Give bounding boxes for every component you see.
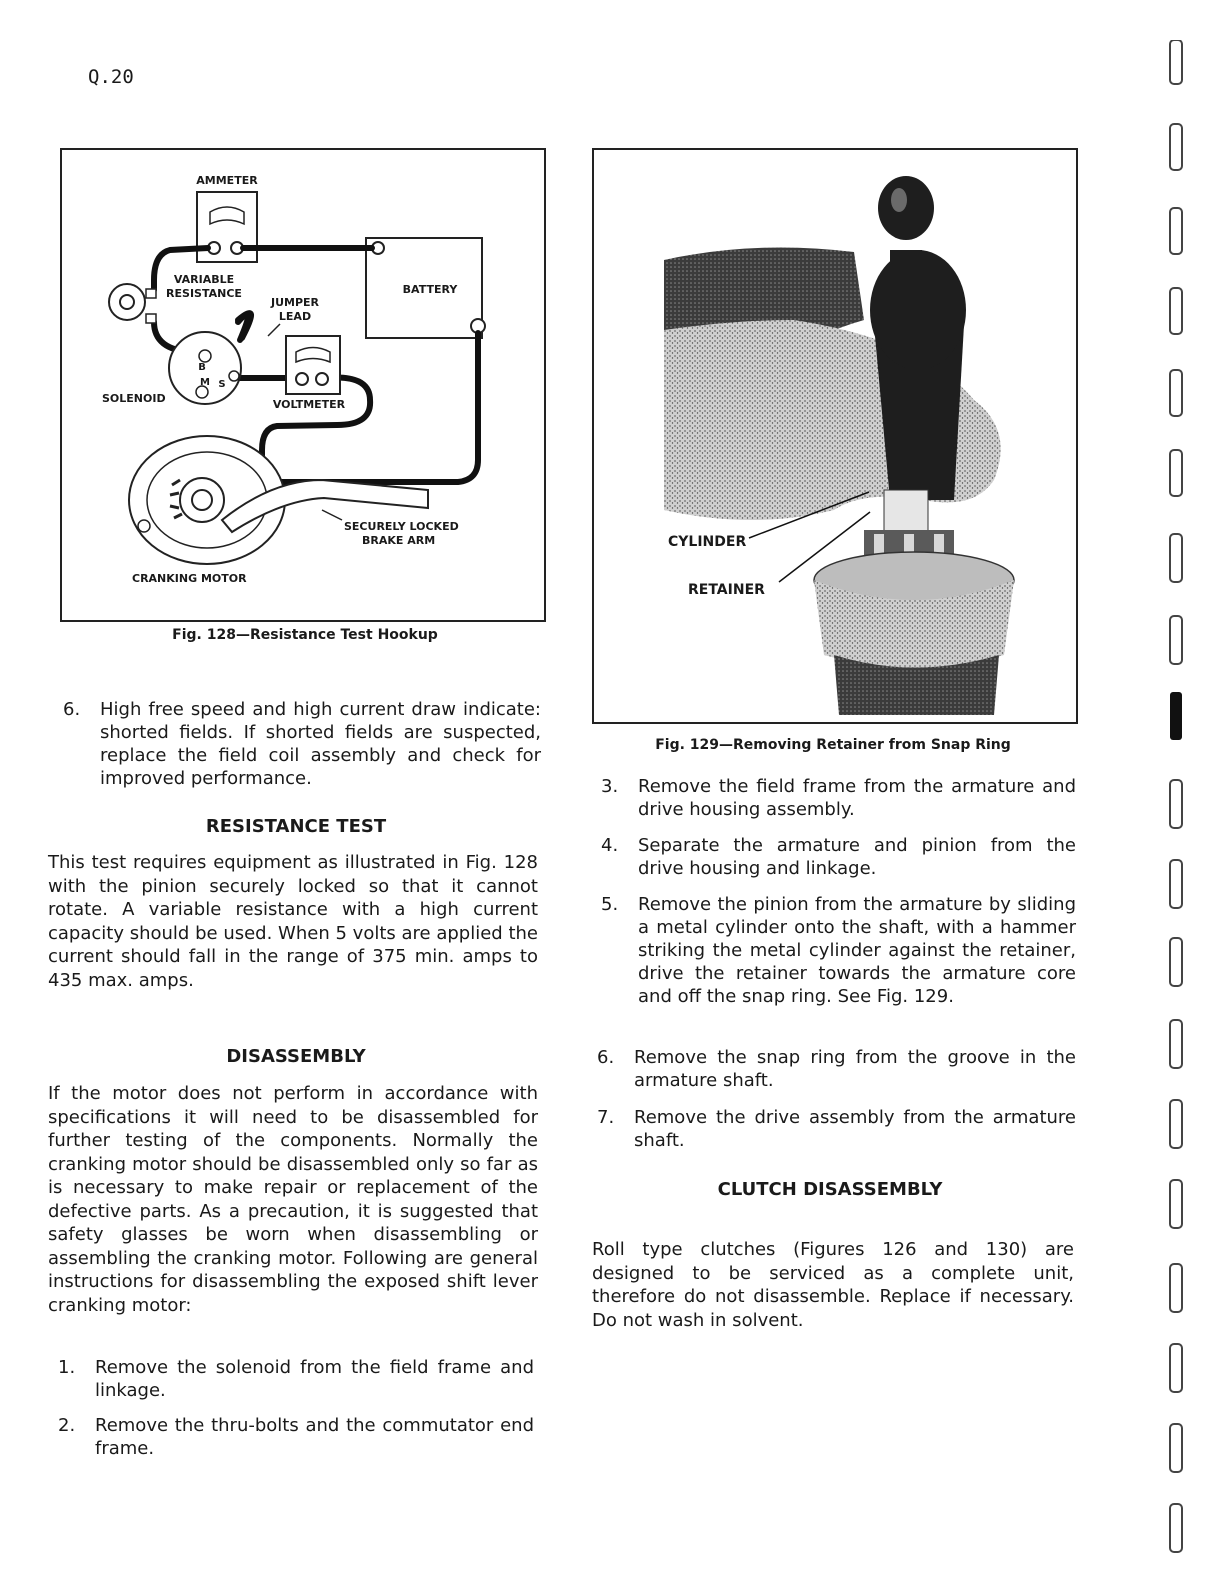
voltmeter-label: VOLTMETER — [272, 398, 346, 411]
brake-label-2: BRAKE ARM — [362, 534, 436, 547]
step-text: Separate the armature and pinion from the drive housing and linkage. — [638, 835, 1076, 879]
resistance-test-paragraph: This test requires equipment as illustrated in Fig. 128 with the pinion securely locked so that it cannot rotate. A variable resistance with a high current capacity should be used. When 5 volts are applied the current should fall in the range of 375 min. amps to 435 max. amps. — [48, 852, 538, 991]
cylinder-label: CYLINDER — [668, 534, 747, 550]
ammeter-gauge — [197, 192, 257, 262]
variable-label-2: RESISTANCE — [166, 287, 242, 300]
step-number: 3. — [601, 776, 619, 797]
terminal-m-label: M — [200, 377, 210, 388]
clutch-disassembly-paragraph: Roll type clutches (Figures 126 and 130) are designed to be serviced as a complete unit, therefore do not disassemble. Replace if necessary. Do not wash in solvent. — [592, 1239, 1074, 1331]
disassembly-paragraph: If the motor does not perform in accordance with specifications it will need to be disassembled for further testing of the components. Normally the cranking motor should be disassembled only so far as is necessary to make repair or replacement of the defective parts. As a precaution, it is suggested that safety glasses be worn when disassembling or assembling the cranking motor. Following are general instructions for disassembling the exposed shift lever cranking motor: — [48, 1083, 538, 1316]
step-number: 5. — [601, 894, 619, 915]
step-number: 7. — [597, 1107, 615, 1128]
step-text: Remove the thru-bolts and the commutator end frame. — [95, 1415, 534, 1459]
retainer-label: RETAINER — [688, 582, 765, 598]
right-step-3 — [601, 775, 1076, 823]
step-text: Remove the pinion from the armature by sliding a metal cylinder onto the shaft, with a hammer striking the metal cylinder against the retainer, drive the retainer towards the armature core and off the snap ring. See Fig. 129. — [638, 894, 1076, 1007]
left-step-1 — [58, 1356, 534, 1404]
right-step-5 — [601, 893, 1076, 1035]
page-number: Q.20 — [88, 66, 134, 88]
step-text: High free speed and high current draw indicate: shorted fields. If shorted fields are suspected, replace the field coil assembly and check for improved performance. — [100, 699, 541, 789]
step-text: Remove the snap ring from the groove in the armature shaft. — [634, 1047, 1076, 1091]
brake-label-1: SECURELY LOCKED — [344, 520, 459, 533]
figure-128-diagram — [60, 148, 546, 622]
step-number: 6. — [63, 699, 81, 720]
left-step-6 — [63, 698, 541, 794]
fig128-caption: Fig. 128—Resistance Test Hookup — [172, 627, 438, 643]
jumper-label-2: LEAD — [278, 310, 312, 323]
resistance-test-diagram — [62, 150, 544, 620]
variable-resistance — [109, 284, 156, 323]
variable-label-1: VARIABLE — [173, 273, 235, 286]
clutch-disassembly-heading: CLUTCH DISASSEMBLY — [717, 1179, 943, 1200]
battery-label: BATTERY — [402, 283, 458, 296]
binder-holes — [1158, 40, 1198, 1560]
left-step-2 — [58, 1414, 534, 1462]
step-text: Remove the solenoid from the field frame and linkage. — [95, 1357, 534, 1401]
resistance-test-heading: RESISTANCE TEST — [205, 816, 387, 837]
step-text: Remove the field frame from the armature and drive housing assembly. — [638, 776, 1076, 820]
right-step-6 — [597, 1046, 1076, 1094]
jumper-label-1: JUMPER — [270, 296, 320, 309]
removing-retainer-photo — [594, 150, 1076, 722]
terminal-s-label: S — [218, 379, 226, 390]
step-number: 6. — [597, 1047, 615, 1068]
terminal-b-label: B — [198, 362, 206, 373]
fig129-caption: Fig. 129—Removing Retainer from Snap Ring — [655, 737, 1011, 753]
solenoid-label: SOLENOID — [102, 392, 166, 405]
step-number: 1. — [58, 1357, 76, 1378]
step-number: 4. — [601, 835, 619, 856]
right-step-7 — [597, 1106, 1076, 1154]
figure-129-photo — [592, 148, 1078, 724]
voltmeter-gauge — [286, 336, 340, 394]
disassembly-heading: DISASSEMBLY — [226, 1046, 366, 1067]
step-text: Remove the drive assembly from the armature shaft. — [634, 1107, 1076, 1151]
step-number: 2. — [58, 1415, 76, 1436]
ammeter-label: AMMETER — [196, 174, 258, 187]
right-step-4 — [601, 834, 1076, 882]
cranking-motor-label: CRANKING MOTOR — [132, 572, 247, 585]
